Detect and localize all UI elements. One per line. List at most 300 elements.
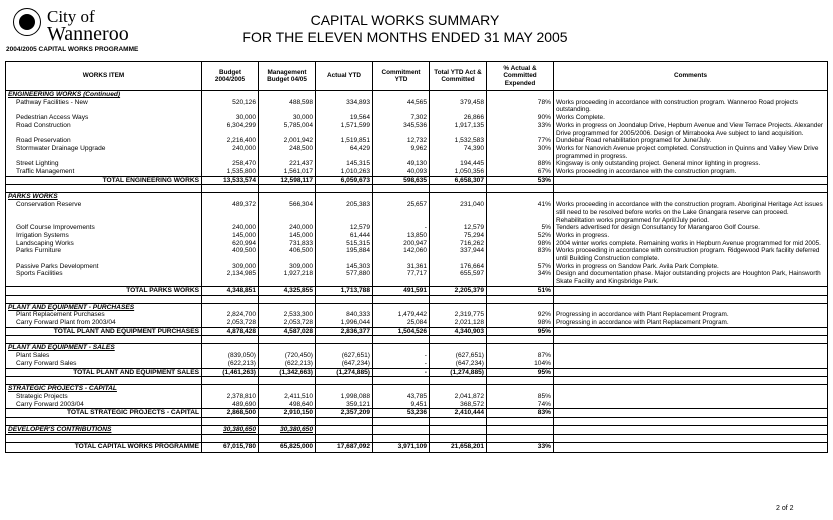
empty-cell: [202, 303, 259, 311]
cell-actual-ytd: 577,880: [316, 270, 373, 286]
cell-commitment-ytd: 43,785: [373, 393, 430, 401]
cell-management-budget: 248,500: [259, 145, 316, 160]
cell-comments: Works proceeding in accordance with construction program. Ridgewood Park facility deferred until Building Construction complete.: [554, 247, 828, 262]
cell-works-item: TOTAL ENGINEERING WORKS: [6, 176, 202, 185]
table-row: [6, 270, 828, 286]
cell-commitment-ytd: 40,093: [373, 168, 430, 176]
table-row: [6, 401, 828, 409]
table-row: [6, 160, 828, 168]
cell-comments: Works Complete.: [554, 114, 828, 122]
cell-management-budget: 488,598: [259, 99, 316, 114]
cell-actual-ytd: 334,893: [316, 99, 373, 114]
cell-total-ytd: (627,651): [430, 352, 487, 360]
cell-comments: 2004 winter works complete. Remaining works in Hepburn Avenue programmed for mid 2005.: [554, 240, 828, 248]
col-management-budget: Management Budget 04/05: [259, 62, 316, 91]
table-row: [6, 122, 828, 137]
cell-comments: Kingsway is only outstanding project. General minor lighting in progress.: [554, 160, 828, 168]
cell-budget: 67,015,780: [202, 442, 259, 452]
spacer-cell: [6, 295, 202, 303]
cell-total-ytd: 6,658,307: [430, 176, 487, 185]
cell-total-ytd: 194,445: [430, 160, 487, 168]
grand-total-row: [6, 442, 828, 452]
cell-management-budget: 2,910,150: [259, 409, 316, 418]
table-row: [6, 311, 828, 319]
cell-works-item: Landscaping Works: [6, 240, 202, 248]
empty-cell: [430, 303, 487, 311]
cell-commitment-ytd: 9,451: [373, 401, 430, 409]
cell-management-budget: 30,380,650: [259, 426, 316, 435]
table-row: [6, 263, 828, 271]
empty-cell: [554, 91, 828, 99]
cell-commitment-ytd: 3,971,109: [373, 442, 430, 452]
cell-budget: 489,690: [202, 401, 259, 409]
cell-budget: 4,348,851: [202, 286, 259, 295]
spacer-cell: [554, 434, 828, 442]
spacer-cell: [316, 336, 373, 344]
spacer-cell: [487, 185, 554, 193]
table-row: [6, 247, 828, 262]
spacer-cell: [259, 185, 316, 193]
spacer-cell: [373, 336, 430, 344]
col-comments: Comments: [554, 62, 828, 91]
cell-management-budget: 4,325,855: [259, 286, 316, 295]
empty-cell: [373, 193, 430, 201]
cell-management-budget: 1,561,017: [259, 168, 316, 176]
section-total-row: [6, 426, 828, 435]
cell-comments: [554, 327, 828, 336]
empty-cell: [259, 91, 316, 99]
cell-works-item: Conservation Reserve: [6, 201, 202, 224]
cell-commitment-ytd: 44,565: [373, 99, 430, 114]
cell-works-item: Pathway Facilities - New: [6, 99, 202, 114]
cell-budget: 30,380,650: [202, 426, 259, 435]
cell-actual-ytd: 359,121: [316, 401, 373, 409]
cell-percent-expended: 52%: [487, 232, 554, 240]
cell-commitment-ytd: 25,657: [373, 201, 430, 224]
cell-commitment-ytd: 13,850: [373, 232, 430, 240]
cell-budget: 2,824,700: [202, 311, 259, 319]
cell-works-item: Road Preservation: [6, 137, 202, 145]
city-crest-logo: [13, 8, 41, 36]
cell-actual-ytd: 515,315: [316, 240, 373, 248]
section-heading: ENGINEERING WORKS (Continued): [6, 91, 202, 99]
spacer-cell: [373, 418, 430, 426]
cell-percent-expended: 90%: [487, 114, 554, 122]
cell-comments: [554, 368, 828, 377]
cell-comments: [554, 426, 828, 435]
cell-total-ytd: 716,262: [430, 240, 487, 248]
cell-works-item: TOTAL PLANT AND EQUIPMENT SALES: [6, 368, 202, 377]
col-budget: Budget 2004/2005: [202, 62, 259, 91]
section-heading-row: [6, 303, 828, 311]
cell-management-budget: 5,785,004: [259, 122, 316, 137]
report-period: FOR THE ELEVEN MONTHS ENDED 31 MAY 2005: [242, 29, 568, 45]
cell-percent-expended: 104%: [487, 360, 554, 368]
spacer-cell: [259, 434, 316, 442]
empty-cell: [259, 344, 316, 352]
cell-commitment-ytd: -: [373, 368, 430, 377]
empty-cell: [430, 193, 487, 201]
capital-works-table: [5, 61, 828, 453]
empty-cell: [373, 91, 430, 99]
cell-percent-expended: 83%: [487, 247, 554, 262]
cell-percent-expended: 51%: [487, 286, 554, 295]
programme-subheading: 2004/2005 CAPITAL WORKS PROGRAMME: [6, 46, 139, 53]
table-row: [6, 352, 828, 360]
table-header-row: [6, 62, 828, 91]
cell-total-ytd: (1,274,885): [430, 368, 487, 377]
cell-percent-expended: 98%: [487, 319, 554, 327]
cell-management-budget: 406,500: [259, 247, 316, 262]
total-row: [6, 176, 828, 185]
table-row: [6, 240, 828, 248]
cell-budget: 258,470: [202, 160, 259, 168]
cell-management-budget: (1,342,663): [259, 368, 316, 377]
spacer-cell: [430, 185, 487, 193]
spacer-cell: [554, 185, 828, 193]
cell-budget: (1,461,263): [202, 368, 259, 377]
cell-percent-expended: 87%: [487, 352, 554, 360]
section-heading: STRATEGIC PROJECTS - CAPITAL: [6, 385, 202, 393]
cell-budget: 240,000: [202, 224, 259, 232]
empty-cell: [554, 344, 828, 352]
cell-actual-ytd: 6,059,673: [316, 176, 373, 185]
spacer-row: [6, 418, 828, 426]
cell-comments: Progressing in accordance with Plant Replacement Program.: [554, 311, 828, 319]
cell-budget: 240,000: [202, 145, 259, 160]
cell-total-ytd: 379,458: [430, 99, 487, 114]
cell-works-item: TOTAL CAPITAL WORKS PROGRAMME: [6, 442, 202, 452]
total-row: [6, 409, 828, 418]
cell-total-ytd: 26,866: [430, 114, 487, 122]
cell-total-ytd: 337,944: [430, 247, 487, 262]
empty-cell: [430, 344, 487, 352]
spacer-row: [6, 185, 828, 193]
spacer-cell: [430, 418, 487, 426]
spacer-cell: [373, 185, 430, 193]
cell-works-item: Street Lighting: [6, 160, 202, 168]
cell-comments: [554, 409, 828, 418]
cell-works-item: Parks Furniture: [6, 247, 202, 262]
cell-actual-ytd: 1,998,088: [316, 393, 373, 401]
spacer-cell: [373, 295, 430, 303]
cell-management-budget: 221,437: [259, 160, 316, 168]
cell-management-budget: 566,304: [259, 201, 316, 224]
cell-budget: 13,533,574: [202, 176, 259, 185]
cell-management-budget: 309,000: [259, 263, 316, 271]
empty-cell: [487, 344, 554, 352]
cell-commitment-ytd: 142,060: [373, 247, 430, 262]
cell-percent-expended: 53%: [487, 176, 554, 185]
total-row: [6, 327, 828, 336]
cell-actual-ytd: 205,383: [316, 201, 373, 224]
empty-cell: [259, 303, 316, 311]
cell-commitment-ytd: 1,479,442: [373, 311, 430, 319]
cell-actual-ytd: 2,357,209: [316, 409, 373, 418]
cell-total-ytd: 655,597: [430, 270, 487, 286]
spacer-cell: [202, 418, 259, 426]
cell-actual-ytd: 195,884: [316, 247, 373, 262]
cell-comments: Dundebar Road rehabilitation programed for June/July.: [554, 137, 828, 145]
empty-cell: [487, 91, 554, 99]
col-total-ytd: Total YTD Act & Committed: [430, 62, 487, 91]
cell-management-budget: 2,411,510: [259, 393, 316, 401]
cell-actual-ytd: 1,571,599: [316, 122, 373, 137]
empty-cell: [487, 193, 554, 201]
empty-cell: [487, 385, 554, 393]
empty-cell: [202, 385, 259, 393]
cell-total-ytd: 2,319,775: [430, 311, 487, 319]
cell-commitment-ytd: 12,732: [373, 137, 430, 145]
table-row: [6, 137, 828, 145]
cell-percent-expended: 74%: [487, 401, 554, 409]
cell-works-item: Sports Facilities: [6, 270, 202, 286]
cell-actual-ytd: 2,836,377: [316, 327, 373, 336]
cell-works-item: Stormwater Drainage Upgrade: [6, 145, 202, 160]
cell-management-budget: 65,825,000: [259, 442, 316, 452]
cell-total-ytd: 1,917,135: [430, 122, 487, 137]
cell-comments: Works in progress.: [554, 232, 828, 240]
city-of-label: City of: [47, 7, 95, 26]
cell-actual-ytd: 1,010,263: [316, 168, 373, 176]
cell-total-ytd: 2,410,444: [430, 409, 487, 418]
spacer-cell: [316, 377, 373, 385]
cell-commitment-ytd: 25,084: [373, 319, 430, 327]
cell-actual-ytd: 64,429: [316, 145, 373, 160]
cell-total-ytd: 2,041,872: [430, 393, 487, 401]
cell-works-item: Carry Forward Sales: [6, 360, 202, 368]
cell-commitment-ytd: 77,717: [373, 270, 430, 286]
cell-total-ytd: 4,340,903: [430, 327, 487, 336]
table-row: [6, 201, 828, 224]
empty-cell: [202, 193, 259, 201]
cell-budget: 2,053,728: [202, 319, 259, 327]
spacer-cell: [259, 295, 316, 303]
cell-percent-expended: 57%: [487, 263, 554, 271]
empty-cell: [487, 303, 554, 311]
cell-management-budget: 4,587,028: [259, 327, 316, 336]
cell-actual-ytd: [316, 426, 373, 435]
cell-comments: Works in progress on Joondalup Drive, Hepburn Avenue and View Terrace Projects. Alexander Drive programmed for 2005/2006. Design of Mirrabooka Ave subject to land acquisition.: [554, 122, 828, 137]
empty-cell: [554, 193, 828, 201]
section-heading: PLANT AND EQUIPMENT - SALES: [6, 344, 202, 352]
cell-comments: Progressing in accordance with Plant Replacement Program.: [554, 319, 828, 327]
cell-management-budget: 2,053,728: [259, 319, 316, 327]
spacer-cell: [202, 295, 259, 303]
cell-budget: 145,000: [202, 232, 259, 240]
cell-total-ytd: 74,390: [430, 145, 487, 160]
cell-total-ytd: 21,658,201: [430, 442, 487, 452]
cell-percent-expended: [487, 426, 554, 435]
empty-cell: [430, 385, 487, 393]
spacer-cell: [430, 295, 487, 303]
cell-commitment-ytd: 9,962: [373, 145, 430, 160]
cell-budget: 620,994: [202, 240, 259, 248]
cell-budget: 4,878,428: [202, 327, 259, 336]
col-percent-expended: % Actual & Committed Expended: [487, 62, 554, 91]
cell-commitment-ytd: 345,536: [373, 122, 430, 137]
table-row: [6, 393, 828, 401]
cell-budget: (839,050): [202, 352, 259, 360]
cell-budget: 30,000: [202, 114, 259, 122]
col-commitment-ytd: Commitment YTD: [373, 62, 430, 91]
empty-cell: [316, 91, 373, 99]
cell-budget: 1,535,800: [202, 168, 259, 176]
cell-total-ytd: 1,050,356: [430, 168, 487, 176]
cell-works-item: Irrigation Systems: [6, 232, 202, 240]
spacer-cell: [373, 434, 430, 442]
table-row: [6, 99, 828, 114]
cell-budget: (622,213): [202, 360, 259, 368]
cell-total-ytd: (647,234): [430, 360, 487, 368]
cell-comments: [554, 393, 828, 401]
spacer-row: [6, 295, 828, 303]
cell-total-ytd: 231,040: [430, 201, 487, 224]
cell-commitment-ytd: [373, 426, 430, 435]
spacer-cell: [554, 336, 828, 344]
cell-actual-ytd: 1,519,851: [316, 137, 373, 145]
cell-management-budget: (720,450): [259, 352, 316, 360]
empty-cell: [373, 303, 430, 311]
cell-management-budget: 145,000: [259, 232, 316, 240]
cell-total-ytd: 2,021,128: [430, 319, 487, 327]
cell-management-budget: 731,833: [259, 240, 316, 248]
cell-works-item: Strategic Projects: [6, 393, 202, 401]
spacer-cell: [259, 418, 316, 426]
cell-percent-expended: 5%: [487, 224, 554, 232]
empty-cell: [316, 344, 373, 352]
spacer-cell: [487, 434, 554, 442]
table-row: [6, 319, 828, 327]
cell-percent-expended: 85%: [487, 393, 554, 401]
section-heading-row: [6, 91, 828, 99]
spacer-cell: [6, 434, 202, 442]
spacer-cell: [202, 377, 259, 385]
cell-total-ytd: 1,532,583: [430, 137, 487, 145]
cell-comments: Design and documentation phase. Major outstanding projects are Houghton Park, Hainsworth Skate Facility and Kingsbridge Park.: [554, 270, 828, 286]
cell-commitment-ytd: 598,635: [373, 176, 430, 185]
total-row: [6, 286, 828, 295]
total-row: [6, 368, 828, 377]
cell-works-item: DEVELOPER'S CONTRIBUTIONS: [6, 426, 202, 435]
cell-comments: Works proceeding in accordance with construction program. Wanneroo Road projects outstanding.: [554, 99, 828, 114]
cell-percent-expended: 77%: [487, 137, 554, 145]
spacer-cell: [430, 434, 487, 442]
cell-commitment-ytd: 49,130: [373, 160, 430, 168]
cell-budget: 6,304,299: [202, 122, 259, 137]
cell-management-budget: 498,640: [259, 401, 316, 409]
cell-commitment-ytd: 53,236: [373, 409, 430, 418]
table-row: [6, 168, 828, 176]
cell-management-budget: (622,213): [259, 360, 316, 368]
cell-works-item: TOTAL STRATEGIC PROJECTS - CAPITAL: [6, 409, 202, 418]
cell-budget: 2,134,985: [202, 270, 259, 286]
cell-works-item: Traffic Management: [6, 168, 202, 176]
spacer-cell: [6, 377, 202, 385]
cell-percent-expended: 92%: [487, 311, 554, 319]
cell-works-item: Plant Sales: [6, 352, 202, 360]
empty-cell: [202, 91, 259, 99]
cell-works-item: Golf Course Improvements: [6, 224, 202, 232]
cell-percent-expended: 95%: [487, 368, 554, 377]
section-heading-row: [6, 385, 828, 393]
spacer-cell: [487, 418, 554, 426]
cell-comments: Works in progress on Sandow Park. Avila Park Complete.: [554, 263, 828, 271]
cell-comments: Tenders advertised for design Consultancy for Marangaroo Golf Course.: [554, 224, 828, 232]
cell-percent-expended: 83%: [487, 409, 554, 418]
cell-commitment-ytd: -: [373, 352, 430, 360]
cell-works-item: Pedestrian Access Ways: [6, 114, 202, 122]
cell-comments: [554, 352, 828, 360]
cell-works-item: Road Construction: [6, 122, 202, 137]
cell-commitment-ytd: 31,361: [373, 263, 430, 271]
empty-cell: [316, 303, 373, 311]
cell-comments: Works for Nanovich Avenue project completed. Construction in Quinns and Valley View Drive programmed in progress.: [554, 145, 828, 160]
cell-budget: 489,372: [202, 201, 259, 224]
spacer-cell: [6, 185, 202, 193]
cell-management-budget: 240,000: [259, 224, 316, 232]
col-actual-ytd: Actual YTD: [316, 62, 373, 91]
cell-comments: [554, 401, 828, 409]
cell-percent-expended: 88%: [487, 160, 554, 168]
spacer-row: [6, 336, 828, 344]
cell-comments: [554, 286, 828, 295]
cell-comments: Works proceeding in accordance with the construction program. Aboriginal Heritage Act issues still need to be resolved before works on the Lake Gnangara reserve can proceed. Rehabilitation works programmed for April/July period.: [554, 201, 828, 224]
cell-actual-ytd: 145,315: [316, 160, 373, 168]
cell-budget: 520,126: [202, 99, 259, 114]
empty-cell: [202, 344, 259, 352]
cell-actual-ytd: 12,579: [316, 224, 373, 232]
spacer-cell: [487, 377, 554, 385]
cell-percent-expended: 33%: [487, 442, 554, 452]
spacer-cell: [202, 185, 259, 193]
empty-cell: [316, 385, 373, 393]
table-body: [6, 91, 828, 453]
cell-percent-expended: 41%: [487, 201, 554, 224]
cell-budget: 409,500: [202, 247, 259, 262]
spacer-cell: [259, 377, 316, 385]
spacer-cell: [373, 377, 430, 385]
spacer-row: [6, 377, 828, 385]
cell-total-ytd: 75,294: [430, 232, 487, 240]
cell-management-budget: 2,533,300: [259, 311, 316, 319]
spacer-cell: [6, 418, 202, 426]
spacer-cell: [6, 336, 202, 344]
spacer-cell: [316, 295, 373, 303]
cell-total-ytd: 176,664: [430, 263, 487, 271]
empty-cell: [259, 385, 316, 393]
table-row: [6, 224, 828, 232]
spacer-cell: [430, 336, 487, 344]
cell-total-ytd: [430, 426, 487, 435]
spacer-cell: [316, 434, 373, 442]
empty-cell: [259, 193, 316, 201]
section-heading: PARKS WORKS: [6, 193, 202, 201]
cell-works-item: Plant Replacement Purchases: [6, 311, 202, 319]
spacer-cell: [316, 418, 373, 426]
cell-comments: [554, 360, 828, 368]
cell-actual-ytd: (647,234): [316, 360, 373, 368]
empty-cell: [316, 193, 373, 201]
section-heading-row: [6, 193, 828, 201]
cell-management-budget: 1,927,218: [259, 270, 316, 286]
cell-percent-expended: 30%: [487, 145, 554, 160]
cell-works-item: Carry Forward Plant from 2003/04: [6, 319, 202, 327]
empty-cell: [554, 385, 828, 393]
cell-budget: 2,378,810: [202, 393, 259, 401]
cell-actual-ytd: 1,996,044: [316, 319, 373, 327]
cell-percent-expended: 78%: [487, 99, 554, 114]
